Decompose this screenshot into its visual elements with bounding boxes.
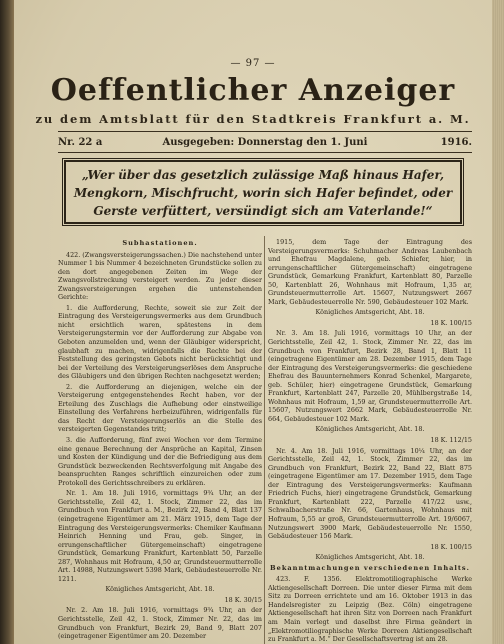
masthead-subtitle: zu dem Amtsblatt für den Stadtkreis Frankfurt a. M. <box>35 112 471 126</box>
case-reference: 18 K. 100/15 <box>430 542 472 551</box>
paragraph: 1. die Aufforderung, Rechte, soweit sie zur Zeit der Eintragung des Versteigerungsvermerks aus dem Grundbuch nicht ersichtlich waren, spätestens in dem Versteigerungstermin vor der Aufforderung zur Abgabe von Geboten anzumelden und, wenn der Gläubiger widerspricht, glaubhaft zu machen, widrigenfalls die Rechte bei der Feststellung des geringsten Gebots nicht berücksichtigt und bei der Verteilung des Versteigerungserlöses dem Anspruche des Gläubigers und den übrigen Rechten nachgesetzt werden; <box>58 303 262 381</box>
paragraph: 423. F. 1356. Elektromotiliographische Werke Aktiengesellschaft Dorreen. Die unter dieser Firma mit dem Sitz zu Dorreen errichtete und am 16. Oktober 1913 in das Handelsregister zu Leipzig (Bez. Cöln) eingetragene Aktiengesellschaft hat ihren Sitz von Dorreen nach Frankfurt am Main verlegt und daselbst ihre Firma geändert in „Elektromotiliographische Werke Dorreen Aktiengesellschaft zu Frankfurt a. M.“ Der Gesellschaftsvertrag ist am 28. <box>268 575 472 644</box>
case-reference: 18 K. 112/15 <box>430 436 472 445</box>
paragraph: Nr. 1. Am 18. Juli 1916, vormittags 9¾ Uhr, an der Gerichtsstelle, Zeil 42, 1. Stock, Zimmer 22, das im Grundbuch von Frankfurt a. M., Bezirk 22, Band 4, Blatt 137 (eingetragene Eigentümer am 21. März 1915, dem Tage der Eintragung des Versteigerungsvermerks: Chemiker Kaufmann Heinrich Henning und Frau, geb. Singer, in errungenschaftlicher Gütergemeinschaft) eingetragene Grundstück, Gemarkung Frankfurt, Kartenblatt 50, Parzelle 287, Wohnhaus mit Hofraum, 4,50 ar, Grundsteuermutterrolle Art. 14988, Nutzungswert 5398 Mark, Gebäudesteuerrolle Nr. 1211. <box>58 489 262 583</box>
boxed-notice <box>64 160 462 224</box>
left-column <box>58 238 262 644</box>
section-heading: Subhastationen. <box>122 239 198 247</box>
paragraph: 2. die Aufforderung an diejenigen, welche ein der Versteigerung entgegenstehendes Recht haben, vor der Erteilung des Zuschlags die Aufhebung oder einstweilige Einstellung des Verfahrens herbeizuführen, widrigenfalls für das Recht der Versteigerungserlös an die Stelle des versteigerten Gegenstandes tritt; <box>58 382 262 434</box>
paragraph: 1915, dem Tage der Eintragung des Versteigerungsvermerks: Schuhmacher Andreas Laubenbach und Ehefrau Magdalene, geb. Schiefer, hier, in errungenschaftlicher Gütergemeinschaft) eingetragene Grundstück, Gemarkung Frankfurt, Kartenblatt 80, Parzelle 50, Kartenblatt 26, Wohnhaus mit Hofraum, 1,35 ar, Grundsteuermutterrolle Art. 15607, Nutzungswert 2667 Mark, Gebäudesteuerrolle Nr. 590, Gebäudesteuer 102 Mark. <box>268 238 472 306</box>
book-spine <box>0 0 14 644</box>
issue-date: Ausgegeben: Donnerstag den 1. Juni <box>162 137 368 148</box>
masthead-title: Oeffentlicher Anzeiger <box>50 73 456 108</box>
paragraph: 422. (Zwangsversteigerungssachen.) Die nachstehend unter Nummer 1 bis Nummer 4 bezeichneten Grundstücke sollen zu den dort angegebenen Zeiten im Wege der Zwangsvollstreckung versteigert werden. Zu jeder dieser Zwangsversteigerungen ergehen die untenstehenden Gerichte: <box>58 250 262 302</box>
column-divider <box>264 236 265 644</box>
case-reference: 18 K. 30/15 <box>224 595 262 604</box>
court-signature: Königliches Amtsgericht, Abt. 18. <box>315 553 425 562</box>
court-signature: Königliches Amtsgericht, Abt. 18. <box>315 425 425 434</box>
page-number: — 97 — <box>230 58 276 69</box>
issue-number: Nr. 22 a <box>58 137 103 148</box>
newspaper-page <box>14 0 492 644</box>
paragraph: Nr. 3. Am 18. Juli 1916, vormittags 10 Uhr, an der Gerichtsstelle, Zeil 42, 1. Stock, Zimmer Nr. 22, das im Grundbuch von Frankfurt, Bezirk 28, Band 1, Blatt 11 (eingetragene Eigentümer am 28. Dezember 1915, dem Tage der Eintragung des Versteigerungsvermerks: die geschiedene Ehefrau des Bauunternehmers Konrad Schenkel, Margarete, geb. Schüler, hier) eingetragene Grundstück, Gemarkung Frankfurt, Kartenblatt 247, Parzelle 20, Mühlbergstraße 14, Wohnhaus mit Hofraum, 1,59 ar, Grundsteuermutterrolle Art. 15607, Nutzungswert 2662 Mark, Gebäudesteuerrolle Nr. 664, Gebäudesteuer 102 Mark. <box>268 329 472 423</box>
page-edges <box>492 0 504 644</box>
case-reference: 18 K. 100/15 <box>430 318 472 327</box>
paragraph: Nr. 2. Am 18. Juli 1916, vormittags 9¾ Uhr, an der Gerichtsstelle, Zeil 42, 1. Stock, Zimmer Nr. 22, das im Grundbuch von Frankfurt, Bezirk 29, Band 9, Blatt 207 (eingetragener Eigentümer am 20. Dezember <box>58 606 262 641</box>
top-rule <box>58 131 472 132</box>
right-column <box>268 238 472 644</box>
issue-line <box>58 137 472 151</box>
notice-line: Gerste verfüttert, versündigt sich am Vaterlande!“ <box>93 204 433 218</box>
section-heading: Bekanntmachungen verschiedenen Inhalts. <box>270 563 470 572</box>
paragraph: Nr. 4. Am 18. Juli 1916, vormittags 10¼ Uhr, an der Gerichtsstelle, Zeil 42, 1. Stock, Zimmer 22, das im Grundbuch von Frankfurt, Bezirk 22, Band 22, Blatt 875 (eingetragene Eigentümer am 17. Dezember 1915, dem Tage der Eintragung des Versteigerungsvermerks: Kaufmann Friedrich Fuchs, hier) eingetragene Grundstück, Gemarkung Frankfurt, Kartenblatt 222, Parzelle 417/22 usw., Schwalbacherstraße Nr. 66, Gartenhaus, Wohnhaus mit Hofraum, 5,55 ar groß, Grundsteuermutterrolle Art. 19/6067, Nutzungswert 3900 Mark, Gebäudesteuerrolle Nr. 1550, Gebäudesteuer 156 Mark. <box>268 446 472 541</box>
paragraph: 3. die Aufforderung, fünf zwei Wochen vor dem Termine eine genaue Berechnung der Ansprüche an Kapital, Zinsen und Kosten der Kündigung und der die Befriedigung aus dem Grundstück bezweckenden Rechtsverfolgung mit Angabe des beanspruchten Ranges schriftlich einzureichen oder zum Protokoll des Gerichtsschreibers zu erklären. <box>58 436 262 487</box>
court-signature: Königliches Amtsgericht, Abt. 18. <box>315 308 425 317</box>
notice-line: Mengkorn, Mischfrucht, worin sich Hafer befindet, oder <box>73 186 453 200</box>
issue-year: 1916. <box>440 137 472 148</box>
court-signature: Königliches Amtsgericht, Abt. 18. <box>105 585 215 594</box>
notice-line: „Wer über das gesetzlich zulässige Maß hinaus Hafer, <box>81 168 445 182</box>
bottom-rule <box>58 152 472 153</box>
